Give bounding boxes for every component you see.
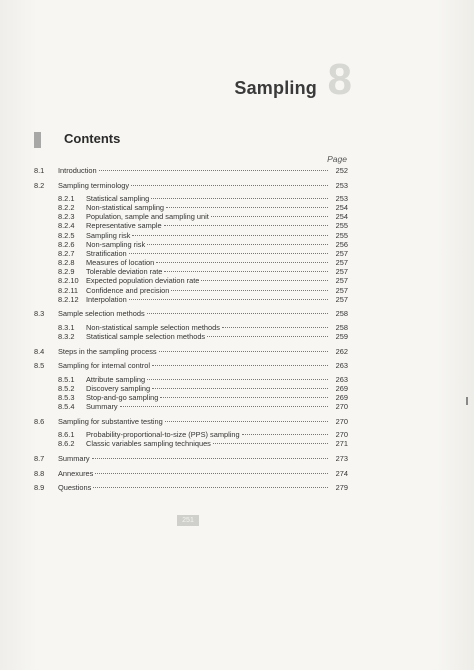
toc-entry-title: Probability-proportional-to-size (PPS) sampling xyxy=(86,430,240,440)
dot-leader xyxy=(95,473,328,474)
toc-entry-title: Stratification xyxy=(86,248,127,258)
toc-entry-page: 253 xyxy=(335,194,348,203)
toc-entry-number: 8.5.3 xyxy=(58,392,75,402)
toc-entry xyxy=(0,361,474,371)
dot-leader xyxy=(166,207,328,208)
toc-entry-title: Sampling for substantive testing xyxy=(58,416,163,426)
toc-entry-title: Expected population deviation rate xyxy=(86,276,200,286)
toc-entry-number: 8.4 xyxy=(34,346,45,356)
toc-entry xyxy=(0,347,474,357)
toc-entry-title-wrap xyxy=(58,181,328,191)
toc-entry-title-wrap xyxy=(58,417,328,427)
page-number: 251 xyxy=(177,515,199,526)
toc-entry-title: Summary xyxy=(58,454,90,463)
toc-entry xyxy=(0,309,474,319)
dot-leader xyxy=(152,365,328,366)
toc-entry-title: Stop-and-go sampling xyxy=(86,392,159,402)
toc-entry-title: Non-statistical sample selection methods xyxy=(86,322,220,332)
toc-entry xyxy=(0,454,474,464)
chapter-number: 8 xyxy=(327,55,352,104)
toc-entry-title: Sampling for internal control xyxy=(58,361,151,371)
dot-leader xyxy=(201,280,328,281)
toc-subentry xyxy=(0,332,474,342)
toc-entry xyxy=(0,181,474,191)
toc-entry-number: 8.2.6 xyxy=(58,239,75,249)
toc-subentry xyxy=(0,402,474,412)
dot-leader xyxy=(159,351,328,352)
toc-entry-page: 253 xyxy=(335,180,348,190)
toc-entry-page: 270 xyxy=(335,402,348,412)
toc-entry-number: 8.5.1 xyxy=(58,374,75,384)
toc-entry-title-wrap xyxy=(86,402,328,412)
toc-entry-number: 8.3.1 xyxy=(58,322,75,332)
dot-leader xyxy=(147,379,328,380)
dot-leader xyxy=(164,225,328,226)
dot-leader xyxy=(147,313,328,314)
toc-entry-page: 257 xyxy=(335,248,348,258)
toc-entry-number: 8.3.2 xyxy=(58,332,75,341)
toc-entry xyxy=(0,483,474,493)
toc-entry-number: 8.2.1 xyxy=(58,194,75,203)
dot-leader xyxy=(120,406,328,407)
toc-entry-page: 257 xyxy=(335,294,348,304)
toc-entry-page: 254 xyxy=(335,212,348,222)
toc-entry-title: Representative sample xyxy=(86,221,162,231)
dot-leader xyxy=(151,198,328,199)
toc-entry-page: 269 xyxy=(335,392,348,402)
toc-entry-page: 252 xyxy=(335,166,348,175)
toc-entry-number: 8.6.1 xyxy=(58,430,75,440)
toc-entry-number: 8.5.4 xyxy=(58,402,75,412)
toc-entry-number: 8.6.2 xyxy=(58,439,75,449)
toc-entry-page: 263 xyxy=(335,374,348,384)
toc-entry-number: 8.6 xyxy=(34,416,45,426)
toc-entry-title: Non-sampling risk xyxy=(86,239,146,249)
toc-entry-number: 8.2.9 xyxy=(58,267,75,277)
contents-title: Contents xyxy=(64,131,121,146)
toc-entry-title: Population, sample and sampling unit xyxy=(86,212,209,222)
toc-entry-number: 8.5.2 xyxy=(58,383,75,393)
dot-leader xyxy=(242,434,328,435)
toc-entry-title: Annexures xyxy=(58,468,94,478)
toc-entry-title-wrap xyxy=(58,469,328,479)
toc-entry-title: Steps in the sampling process xyxy=(58,346,157,356)
toc-entry-page: 254 xyxy=(335,203,348,213)
toc-entry-title-wrap xyxy=(58,166,328,176)
toc-entry-title: Statistical sampling xyxy=(86,194,150,203)
dot-leader xyxy=(222,327,328,328)
toc-entry-title: Sampling risk xyxy=(86,230,131,240)
toc-entry-number: 8.2.8 xyxy=(58,258,75,268)
toc-entry-number: 8.7 xyxy=(34,454,45,463)
toc-entry xyxy=(0,166,474,176)
toc-entry xyxy=(0,469,474,479)
toc-entry-page: 273 xyxy=(335,454,348,463)
toc-entry-page: 258 xyxy=(335,322,348,332)
dot-leader xyxy=(160,397,328,398)
toc-entry-title-wrap xyxy=(86,439,328,449)
dot-leader xyxy=(165,421,328,422)
dot-leader xyxy=(129,253,328,254)
dot-leader xyxy=(152,388,328,389)
toc-entry xyxy=(0,417,474,427)
toc-entry-page: 255 xyxy=(335,230,348,240)
toc-entry-number: 8.3 xyxy=(34,309,45,319)
contents-heading xyxy=(34,131,334,151)
toc-entry-page: 279 xyxy=(335,483,348,492)
toc-subentry xyxy=(0,295,474,305)
dot-leader xyxy=(93,487,328,488)
toc-entry-number: 8.5 xyxy=(34,361,45,371)
chapter-header xyxy=(0,55,370,112)
toc-entry-page: 270 xyxy=(335,416,348,426)
toc-entry-page: 271 xyxy=(335,439,348,449)
dot-leader xyxy=(132,235,328,236)
toc-entry-title-wrap xyxy=(58,454,328,464)
section-marker-bar xyxy=(34,132,41,148)
toc-entry-title: Classic variables sampling techniques xyxy=(86,439,211,449)
toc-entry-title: Tolerable deviation rate xyxy=(86,267,163,277)
toc-entry-title: Statistical sample selection methods xyxy=(86,332,206,341)
toc-entry-number: 8.9 xyxy=(34,483,45,492)
toc-entry-title: Sampling terminology xyxy=(58,180,130,190)
toc-entry-number: 8.2.3 xyxy=(58,212,75,222)
toc-entry-title-wrap xyxy=(58,361,328,371)
dot-leader xyxy=(147,244,328,245)
toc-entry-title: Interpolation xyxy=(86,294,127,304)
toc-entry-number: 8.2.12 xyxy=(58,294,79,304)
toc-entry-title: Confidence and precision xyxy=(86,285,170,295)
toc-entry-title: Discovery sampling xyxy=(86,383,151,393)
toc-entry-page: 257 xyxy=(335,276,348,286)
toc-entry-page: 257 xyxy=(335,267,348,277)
toc-entry-title: Summary xyxy=(86,402,118,412)
toc-entry-page: 259 xyxy=(335,332,348,341)
chapter-title: Sampling xyxy=(234,78,317,98)
toc-entry-title: Measures of location xyxy=(86,258,155,268)
toc-entry-title-wrap xyxy=(58,347,328,357)
toc-entry-page: 257 xyxy=(335,258,348,268)
toc-entry-page: 263 xyxy=(335,361,348,371)
toc-entry-page: 257 xyxy=(335,285,348,295)
toc-entry-page: 269 xyxy=(335,383,348,393)
toc-entry-page: 262 xyxy=(335,346,348,356)
dot-leader xyxy=(129,299,328,300)
toc-entry-number: 8.2.2 xyxy=(58,203,75,213)
toc-entry-page: 274 xyxy=(335,468,348,478)
dot-leader xyxy=(207,336,328,337)
toc-entry-title: Introduction xyxy=(58,166,97,175)
dot-leader xyxy=(156,262,328,263)
toc-entry-page: 270 xyxy=(335,430,348,440)
toc-entry-title: Non-statistical sampling xyxy=(86,203,165,213)
toc-entry-page: 256 xyxy=(335,239,348,249)
toc-entry-number: 8.2.7 xyxy=(58,248,75,258)
toc-entry-number: 8.2.4 xyxy=(58,221,75,231)
toc-subentry xyxy=(0,439,474,449)
toc-entry-number: 8.2.10 xyxy=(58,276,79,286)
dot-leader xyxy=(99,170,328,171)
toc-entry-number: 8.1 xyxy=(34,166,45,175)
toc-entry-title-wrap xyxy=(86,295,328,305)
dot-leader xyxy=(213,443,328,444)
edge-mark xyxy=(466,397,468,405)
toc-entry-page: 258 xyxy=(335,309,348,319)
toc-entry-number: 8.2.11 xyxy=(58,285,78,295)
toc-entry-number: 8.8 xyxy=(34,468,45,478)
dot-leader xyxy=(211,216,328,217)
dot-leader xyxy=(171,290,328,291)
toc-entry-title-wrap xyxy=(86,332,328,342)
toc-entry-title-wrap xyxy=(58,483,328,493)
toc-entry-title: Questions xyxy=(58,483,92,492)
toc-entry-page: 255 xyxy=(335,221,348,231)
dot-leader xyxy=(131,185,328,186)
toc-entry-number: 8.2 xyxy=(34,180,45,190)
toc-entry-title: Attribute sampling xyxy=(86,374,146,384)
page-column-label: Page xyxy=(327,154,347,164)
dot-leader xyxy=(92,458,328,459)
toc-entry-title-wrap xyxy=(58,309,328,319)
toc-entry-title: Sample selection methods xyxy=(58,309,145,319)
toc-entry-number: 8.2.5 xyxy=(58,230,75,240)
dot-leader xyxy=(164,271,328,272)
